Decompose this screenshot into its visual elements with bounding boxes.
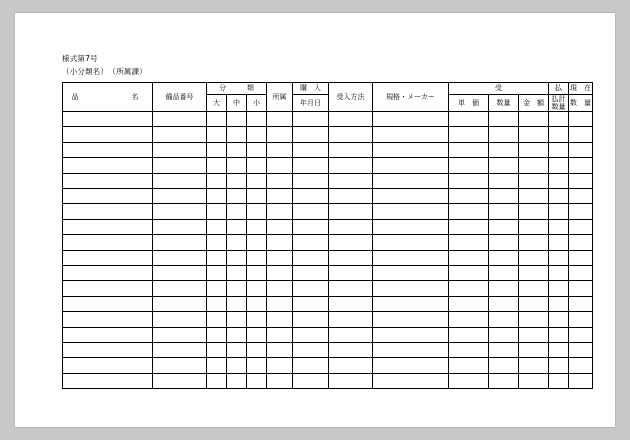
table-cell[interactable] xyxy=(519,158,549,173)
table-cell[interactable] xyxy=(549,127,569,142)
table-cell[interactable] xyxy=(63,281,153,296)
table-cell[interactable] xyxy=(227,250,247,265)
table-row[interactable] xyxy=(63,296,593,311)
table-cell[interactable] xyxy=(63,266,153,281)
table-cell[interactable] xyxy=(227,219,247,234)
table-cell[interactable] xyxy=(449,373,489,388)
table-cell[interactable] xyxy=(227,358,247,373)
header-belongs-to: 所属 xyxy=(267,83,293,112)
table-cell[interactable] xyxy=(207,342,227,357)
table-cell[interactable] xyxy=(449,327,489,342)
table-cell[interactable] xyxy=(519,373,549,388)
table-cell[interactable] xyxy=(267,327,293,342)
table-cell[interactable] xyxy=(247,189,267,204)
header-payment-total-qty: 払計数量 xyxy=(549,95,569,112)
table-cell[interactable] xyxy=(449,173,489,188)
table-cell[interactable] xyxy=(489,158,519,173)
table-row[interactable] xyxy=(63,281,593,296)
table-cell[interactable] xyxy=(267,342,293,357)
table-cell[interactable] xyxy=(293,204,329,219)
document-body xyxy=(62,53,592,389)
table-cell[interactable] xyxy=(267,173,293,188)
table-cell[interactable] xyxy=(207,173,227,188)
table-cell[interactable] xyxy=(449,235,489,250)
table-row[interactable] xyxy=(63,342,593,357)
table-cell[interactable] xyxy=(489,189,519,204)
table-cell[interactable] xyxy=(569,142,593,157)
table-cell[interactable] xyxy=(549,266,569,281)
table-cell[interactable] xyxy=(373,112,449,127)
table-cell[interactable] xyxy=(63,250,153,265)
table-cell[interactable] xyxy=(207,250,227,265)
table-cell[interactable] xyxy=(329,235,373,250)
table-cell[interactable] xyxy=(519,281,549,296)
table-cell[interactable] xyxy=(207,281,227,296)
table-cell[interactable] xyxy=(153,127,207,142)
table-cell[interactable] xyxy=(267,189,293,204)
table-cell[interactable] xyxy=(489,142,519,157)
table-cell[interactable] xyxy=(227,373,247,388)
table-cell[interactable] xyxy=(63,158,153,173)
form-number: 様式第7号 xyxy=(62,54,98,63)
table-cell[interactable] xyxy=(267,266,293,281)
table-cell[interactable] xyxy=(63,127,153,142)
table-cell[interactable] xyxy=(293,312,329,327)
table-cell[interactable] xyxy=(63,142,153,157)
table-row[interactable] xyxy=(63,219,593,234)
table-cell[interactable] xyxy=(569,112,593,127)
table-cell[interactable] xyxy=(207,266,227,281)
table-cell[interactable] xyxy=(569,204,593,219)
table-cell[interactable] xyxy=(569,158,593,173)
table-cell[interactable] xyxy=(153,189,207,204)
table-cell[interactable] xyxy=(569,250,593,265)
table-cell[interactable] xyxy=(227,296,247,311)
header-purchase: 購 入 xyxy=(293,83,329,95)
table-cell[interactable] xyxy=(267,219,293,234)
table-cell[interactable] xyxy=(329,173,373,188)
table-cell[interactable] xyxy=(267,250,293,265)
table-cell[interactable] xyxy=(247,112,267,127)
table-cell[interactable] xyxy=(247,219,267,234)
table-cell[interactable] xyxy=(519,112,549,127)
table-cell[interactable] xyxy=(519,142,549,157)
table-row[interactable] xyxy=(63,373,593,388)
table-cell[interactable] xyxy=(329,158,373,173)
table-cell[interactable] xyxy=(549,296,569,311)
table-cell[interactable] xyxy=(247,281,267,296)
table-cell[interactable] xyxy=(519,189,549,204)
table-cell[interactable] xyxy=(63,358,153,373)
table-cell[interactable] xyxy=(153,373,207,388)
table-cell[interactable] xyxy=(373,373,449,388)
table-cell[interactable] xyxy=(63,219,153,234)
table-cell[interactable] xyxy=(549,281,569,296)
table-cell[interactable] xyxy=(63,312,153,327)
table-cell[interactable] xyxy=(247,266,267,281)
table-cell[interactable] xyxy=(489,235,519,250)
table-row[interactable] xyxy=(63,204,593,219)
table-cell[interactable] xyxy=(293,158,329,173)
table-cell[interactable] xyxy=(549,312,569,327)
table-cell[interactable] xyxy=(267,204,293,219)
table-cell[interactable] xyxy=(449,204,489,219)
table-cell[interactable] xyxy=(449,266,489,281)
table-cell[interactable] xyxy=(449,250,489,265)
table-row[interactable] xyxy=(63,112,593,127)
table-cell[interactable] xyxy=(449,219,489,234)
table-cell[interactable] xyxy=(293,173,329,188)
table-cell[interactable] xyxy=(293,296,329,311)
table-cell[interactable] xyxy=(267,358,293,373)
table-cell[interactable] xyxy=(247,235,267,250)
table-cell[interactable] xyxy=(207,204,227,219)
table-cell[interactable] xyxy=(373,142,449,157)
table-cell[interactable] xyxy=(549,173,569,188)
table-cell[interactable] xyxy=(373,235,449,250)
table-cell[interactable] xyxy=(449,158,489,173)
table-cell[interactable] xyxy=(329,281,373,296)
table-cell[interactable] xyxy=(227,158,247,173)
header-class-medium: 中 xyxy=(227,95,247,112)
table-cell[interactable] xyxy=(267,281,293,296)
table-cell[interactable] xyxy=(519,235,549,250)
table-cell[interactable] xyxy=(329,219,373,234)
table-cell[interactable] xyxy=(227,281,247,296)
table-cell[interactable] xyxy=(227,327,247,342)
table-cell[interactable] xyxy=(449,112,489,127)
table-cell[interactable] xyxy=(63,327,153,342)
table-cell[interactable] xyxy=(489,250,519,265)
table-cell[interactable] xyxy=(519,296,549,311)
table-cell[interactable] xyxy=(153,173,207,188)
table-cell[interactable] xyxy=(63,204,153,219)
table-cell[interactable] xyxy=(267,158,293,173)
table-cell[interactable] xyxy=(63,296,153,311)
table-cell[interactable] xyxy=(519,173,549,188)
table-cell[interactable] xyxy=(63,373,153,388)
table-header-row-1 xyxy=(63,83,593,95)
table-row[interactable] xyxy=(63,312,593,327)
table-cell[interactable] xyxy=(549,204,569,219)
table-cell[interactable] xyxy=(227,189,247,204)
table-cell[interactable] xyxy=(153,204,207,219)
table-cell[interactable] xyxy=(569,358,593,373)
header-acquisition-method: 受入方法 xyxy=(329,83,373,112)
table-cell[interactable] xyxy=(227,312,247,327)
table-cell[interactable] xyxy=(207,373,227,388)
table-cell[interactable] xyxy=(153,158,207,173)
table-cell[interactable] xyxy=(293,327,329,342)
table-cell[interactable] xyxy=(63,173,153,188)
table-cell[interactable] xyxy=(153,358,207,373)
table-cell[interactable] xyxy=(373,219,449,234)
table-cell[interactable] xyxy=(569,373,593,388)
table-cell[interactable] xyxy=(569,173,593,188)
table-cell[interactable] xyxy=(293,358,329,373)
table-cell[interactable] xyxy=(293,142,329,157)
inventory-ledger-table xyxy=(62,82,593,389)
table-cell[interactable] xyxy=(207,358,227,373)
table-row[interactable] xyxy=(63,173,593,188)
table-cell[interactable] xyxy=(373,312,449,327)
table-cell[interactable] xyxy=(489,358,519,373)
table-cell[interactable] xyxy=(227,235,247,250)
table-cell[interactable] xyxy=(207,296,227,311)
table-cell[interactable] xyxy=(449,281,489,296)
table-cell[interactable] xyxy=(569,189,593,204)
table-cell[interactable] xyxy=(267,235,293,250)
table-cell[interactable] xyxy=(373,173,449,188)
table-cell[interactable] xyxy=(329,312,373,327)
table-cell[interactable] xyxy=(153,250,207,265)
header-class-large: 大 xyxy=(207,95,227,112)
table-row[interactable] xyxy=(63,158,593,173)
header-class-small: 小 xyxy=(247,95,267,112)
table-cell[interactable] xyxy=(329,266,373,281)
table-cell[interactable] xyxy=(207,142,227,157)
table-cell[interactable] xyxy=(293,189,329,204)
table-cell[interactable] xyxy=(247,158,267,173)
table-cell[interactable] xyxy=(569,266,593,281)
table-cell[interactable] xyxy=(293,281,329,296)
table-cell[interactable] xyxy=(329,250,373,265)
table-cell[interactable] xyxy=(549,373,569,388)
table-cell[interactable] xyxy=(569,281,593,296)
table-cell[interactable] xyxy=(519,358,549,373)
table-cell[interactable] xyxy=(207,219,227,234)
table-cell[interactable] xyxy=(549,342,569,357)
table-cell[interactable] xyxy=(247,312,267,327)
table-cell[interactable] xyxy=(329,142,373,157)
table-cell[interactable] xyxy=(227,342,247,357)
table-cell[interactable] xyxy=(227,266,247,281)
table-cell[interactable] xyxy=(449,127,489,142)
table-cell[interactable] xyxy=(153,327,207,342)
table-cell[interactable] xyxy=(329,204,373,219)
table-cell[interactable] xyxy=(329,296,373,311)
table-cell[interactable] xyxy=(207,189,227,204)
table-cell[interactable] xyxy=(569,127,593,142)
table-cell[interactable] xyxy=(489,173,519,188)
table-cell[interactable] xyxy=(153,281,207,296)
table-cell[interactable] xyxy=(569,312,593,327)
table-cell[interactable] xyxy=(449,342,489,357)
table-cell[interactable] xyxy=(549,189,569,204)
table-cell[interactable] xyxy=(373,296,449,311)
table-cell[interactable] xyxy=(569,219,593,234)
sub-heading: （小分類名） （所属課） xyxy=(62,67,147,76)
table-cell[interactable] xyxy=(329,327,373,342)
table-cell[interactable] xyxy=(153,342,207,357)
table-cell[interactable] xyxy=(373,189,449,204)
table-cell[interactable] xyxy=(569,327,593,342)
header-purchase-date: 年月日 xyxy=(293,95,329,112)
table-cell[interactable] xyxy=(267,127,293,142)
ledger-row-container xyxy=(63,112,593,389)
table-cell[interactable] xyxy=(329,373,373,388)
table-cell[interactable] xyxy=(489,281,519,296)
header-unit-price: 単 価 xyxy=(449,95,489,112)
table-cell[interactable] xyxy=(153,312,207,327)
table-cell[interactable] xyxy=(207,327,227,342)
table-cell[interactable] xyxy=(519,250,549,265)
table-cell[interactable] xyxy=(153,142,207,157)
table-cell[interactable] xyxy=(549,358,569,373)
table-cell[interactable] xyxy=(293,235,329,250)
table-cell[interactable] xyxy=(267,312,293,327)
header-spec-maker: 規格・メーカー xyxy=(373,83,449,112)
table-cell[interactable] xyxy=(519,266,549,281)
table-cell[interactable] xyxy=(247,127,267,142)
table-cell[interactable] xyxy=(489,112,519,127)
table-cell[interactable] xyxy=(449,142,489,157)
table-row[interactable] xyxy=(63,127,593,142)
table-cell[interactable] xyxy=(489,266,519,281)
table-cell[interactable] xyxy=(329,358,373,373)
table-cell[interactable] xyxy=(247,173,267,188)
table-row[interactable] xyxy=(63,189,593,204)
table-cell[interactable] xyxy=(293,266,329,281)
table-cell[interactable] xyxy=(373,327,449,342)
table-cell[interactable] xyxy=(247,250,267,265)
table-cell[interactable] xyxy=(329,342,373,357)
table-cell[interactable] xyxy=(227,204,247,219)
table-cell[interactable] xyxy=(373,158,449,173)
header-quantity: 数量 xyxy=(489,95,519,112)
table-cell[interactable] xyxy=(153,266,207,281)
table-cell[interactable] xyxy=(267,373,293,388)
table-cell[interactable] xyxy=(519,312,549,327)
table-cell[interactable] xyxy=(489,327,519,342)
table-cell[interactable] xyxy=(549,327,569,342)
table-cell[interactable] xyxy=(519,204,549,219)
table-cell[interactable] xyxy=(489,373,519,388)
table-cell[interactable] xyxy=(373,250,449,265)
table-cell[interactable] xyxy=(373,342,449,357)
table-cell[interactable] xyxy=(549,112,569,127)
table-cell[interactable] xyxy=(293,127,329,142)
table-cell[interactable] xyxy=(549,219,569,234)
table-cell[interactable] xyxy=(549,235,569,250)
table-cell[interactable] xyxy=(153,296,207,311)
table-cell[interactable] xyxy=(227,173,247,188)
table-cell[interactable] xyxy=(569,296,593,311)
table-cell[interactable] xyxy=(373,281,449,296)
table-cell[interactable] xyxy=(329,127,373,142)
table-cell[interactable] xyxy=(373,204,449,219)
table-cell[interactable] xyxy=(519,342,549,357)
table-cell[interactable] xyxy=(329,189,373,204)
table-cell[interactable] xyxy=(247,373,267,388)
document-page xyxy=(15,13,615,427)
table-row[interactable] xyxy=(63,235,593,250)
table-cell[interactable] xyxy=(247,342,267,357)
table-cell[interactable] xyxy=(293,219,329,234)
table-cell[interactable] xyxy=(449,189,489,204)
header-item-name: 品 名 xyxy=(63,83,153,112)
table-row[interactable] xyxy=(63,327,593,342)
table-cell[interactable] xyxy=(63,235,153,250)
table-cell[interactable] xyxy=(489,342,519,357)
table-cell[interactable] xyxy=(373,266,449,281)
table-row[interactable] xyxy=(63,358,593,373)
header-amount: 金 額 xyxy=(519,95,549,112)
table-cell[interactable] xyxy=(489,219,519,234)
table-cell[interactable] xyxy=(569,235,593,250)
table-cell[interactable] xyxy=(207,312,227,327)
table-cell[interactable] xyxy=(227,142,247,157)
table-cell[interactable] xyxy=(247,327,267,342)
header-receive: 受 xyxy=(449,83,549,95)
table-cell[interactable] xyxy=(569,342,593,357)
table-cell[interactable] xyxy=(63,112,153,127)
table-cell[interactable] xyxy=(207,158,227,173)
table-cell[interactable] xyxy=(293,342,329,357)
table-cell[interactable] xyxy=(489,296,519,311)
table-cell[interactable] xyxy=(227,112,247,127)
table-cell[interactable] xyxy=(267,112,293,127)
table-cell[interactable] xyxy=(247,358,267,373)
header-current-qty: 数 量 xyxy=(569,95,593,112)
table-cell[interactable] xyxy=(489,127,519,142)
table-cell[interactable] xyxy=(293,112,329,127)
table-cell[interactable] xyxy=(267,296,293,311)
table-cell[interactable] xyxy=(267,142,293,157)
table-cell[interactable] xyxy=(329,112,373,127)
table-cell[interactable] xyxy=(519,219,549,234)
table-cell[interactable] xyxy=(293,250,329,265)
table-cell[interactable] xyxy=(519,127,549,142)
table-cell[interactable] xyxy=(449,296,489,311)
table-cell[interactable] xyxy=(207,127,227,142)
table-cell[interactable] xyxy=(247,204,267,219)
header-payment: 払 xyxy=(549,83,569,95)
table-cell[interactable] xyxy=(489,312,519,327)
table-cell[interactable] xyxy=(373,127,449,142)
table-cell[interactable] xyxy=(153,112,207,127)
table-cell[interactable] xyxy=(227,127,247,142)
header-equipment-number: 備品番号 xyxy=(153,83,207,112)
table-cell[interactable] xyxy=(247,296,267,311)
table-cell[interactable] xyxy=(293,373,329,388)
table-cell[interactable] xyxy=(449,312,489,327)
table-cell[interactable] xyxy=(549,142,569,157)
table-cell[interactable] xyxy=(489,204,519,219)
table-row[interactable] xyxy=(63,266,593,281)
table-cell[interactable] xyxy=(153,235,207,250)
table-cell[interactable] xyxy=(519,327,549,342)
table-row[interactable] xyxy=(63,142,593,157)
header-current-stock: 現 在 xyxy=(569,83,593,95)
header-classification: 分 類 xyxy=(207,83,267,95)
table-row[interactable] xyxy=(63,250,593,265)
table-cell[interactable] xyxy=(207,112,227,127)
table-cell[interactable] xyxy=(373,358,449,373)
table-cell[interactable] xyxy=(549,250,569,265)
table-cell[interactable] xyxy=(63,342,153,357)
table-cell[interactable] xyxy=(207,235,227,250)
table-cell[interactable] xyxy=(247,142,267,157)
table-cell[interactable] xyxy=(449,358,489,373)
table-cell[interactable] xyxy=(549,158,569,173)
table-cell[interactable] xyxy=(153,219,207,234)
table-cell[interactable] xyxy=(63,189,153,204)
